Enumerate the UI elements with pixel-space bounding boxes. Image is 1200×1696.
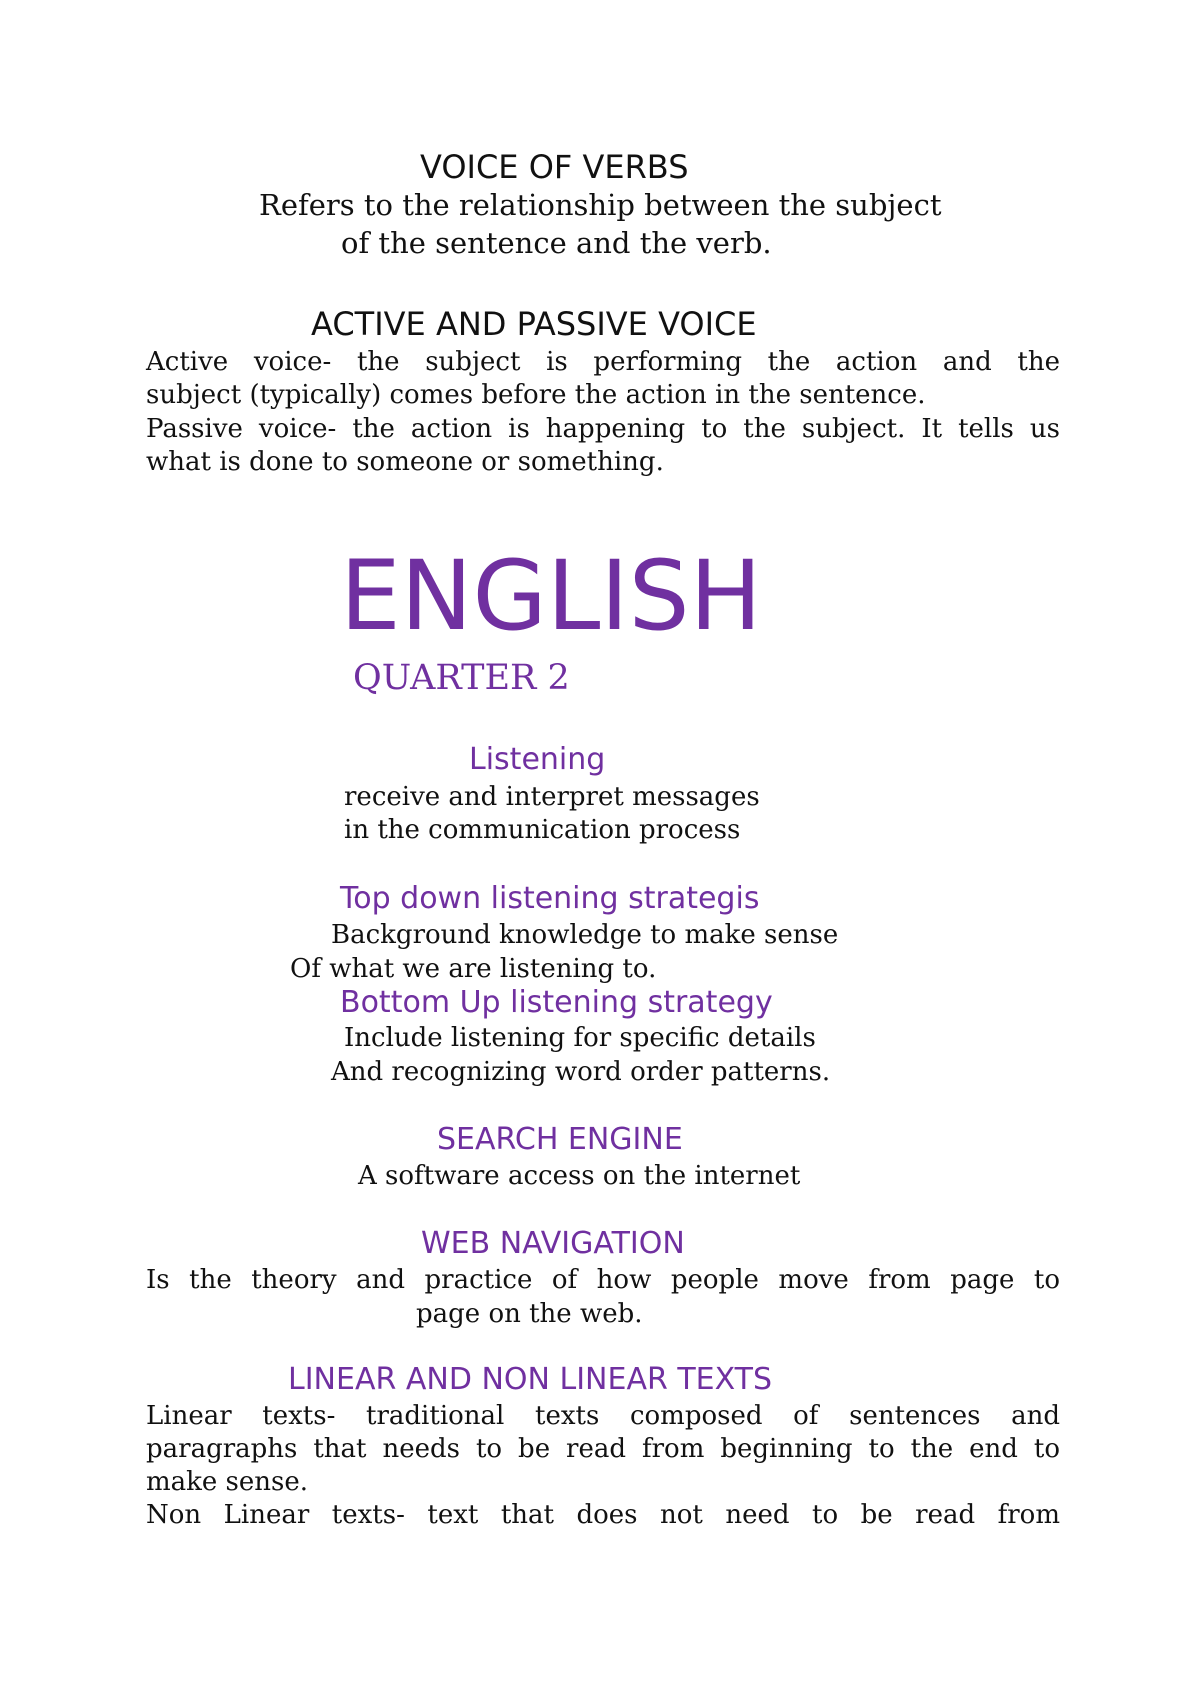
web-navigation-line1: Is the theory and practice of how people move from page to	[146, 1265, 1060, 1295]
listening-heading: Listening	[469, 742, 606, 777]
linear-texts-line: Linear texts- traditional texts composed of sentences and	[146, 1401, 1060, 1431]
bottom-up-line2: And recognizing word order patterns.	[331, 1057, 831, 1087]
linear-texts-line: make sense.	[146, 1467, 309, 1497]
subject-title: ENGLISH	[340, 540, 762, 652]
active-passive-line: Passive voice- the action is happening to the subject. It tells us	[146, 414, 1060, 444]
top-down-line2: Of what we are listening to.	[290, 954, 657, 984]
active-passive-line: subject (typically) comes before the action in the sentence.	[146, 380, 926, 410]
voice-of-verbs-definition-line1: Refers to the relationship between the subject	[259, 188, 942, 222]
voice-of-verbs-definition-line2: of the sentence and the verb.	[341, 226, 772, 260]
listening-line1: receive and interpret messages	[344, 782, 760, 812]
active-passive-heading: ACTIVE AND PASSIVE VOICE	[311, 305, 757, 343]
linear-texts-line: paragraphs that needs to be read from beginning to the end to	[146, 1434, 1060, 1464]
active-passive-line: Active voice- the subject is performing the action and the	[146, 347, 1060, 377]
search-engine-definition: A software access on the internet	[358, 1161, 801, 1191]
voice-of-verbs-heading: VOICE OF VERBS	[420, 148, 689, 186]
search-engine-heading: SEARCH ENGINE	[437, 1122, 683, 1157]
top-down-heading: Top down listening strategis	[340, 881, 760, 916]
listening-line2: in the communication process	[344, 815, 741, 845]
web-navigation-line2: page on the web.	[416, 1299, 643, 1329]
bottom-up-line1: Include listening for specific details	[344, 1023, 816, 1053]
linear-texts-heading: LINEAR AND NON LINEAR TEXTS	[288, 1362, 773, 1397]
active-passive-line: what is done to someone or something.	[146, 447, 664, 477]
quarter-subtitle: QUARTER 2	[353, 658, 570, 698]
bottom-up-heading: Bottom Up listening strategy	[340, 985, 773, 1020]
linear-texts-line: Non Linear texts- text that does not need to be read from	[146, 1500, 1060, 1530]
web-navigation-heading: WEB NAVIGATION	[421, 1226, 685, 1261]
top-down-line1: Background knowledge to make sense	[331, 920, 839, 950]
